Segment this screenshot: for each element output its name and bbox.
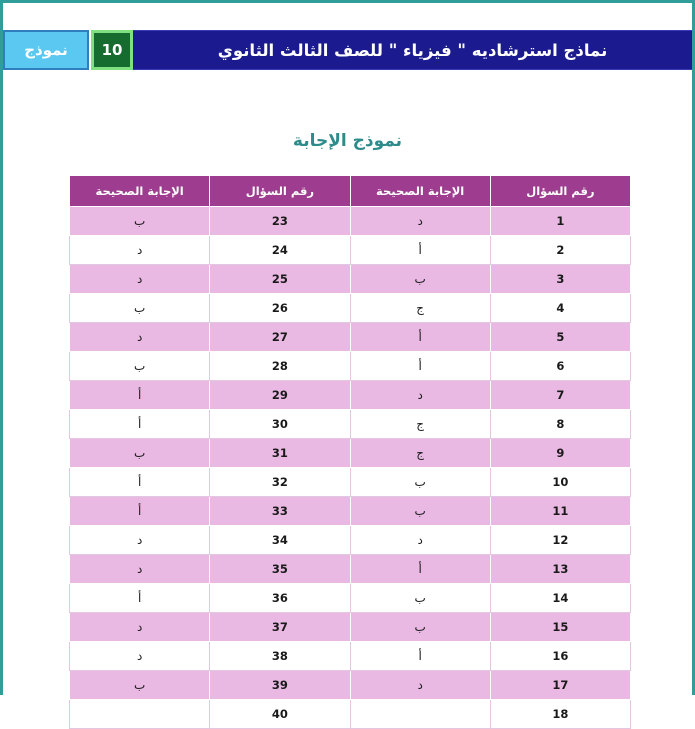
cell-question-right: 2: [490, 236, 630, 265]
cell-answer-right: ج: [350, 439, 490, 468]
column-header-question-left: رقم السؤال: [210, 176, 350, 207]
cell-answer-right: د: [350, 381, 490, 410]
table-row: [70, 381, 631, 410]
cell-question-left: 29: [210, 381, 350, 410]
column-header-answer-right: الإجابة الصحيحة: [350, 176, 490, 207]
page-title: نموذج الإجابة: [292, 131, 403, 151]
header-band: [3, 30, 692, 70]
cell-answer-right: د: [350, 207, 490, 236]
cell-answer-left: أ: [70, 584, 210, 613]
cell-question-right: 6: [490, 352, 630, 381]
cell-question-right: 15: [490, 613, 630, 642]
cell-question-right: 8: [490, 410, 630, 439]
cell-answer-left: أ: [70, 497, 210, 526]
cell-question-left: 24: [210, 236, 350, 265]
table-row: [70, 352, 631, 381]
cell-question-right: 10: [490, 468, 630, 497]
cell-question-right: 11: [490, 497, 630, 526]
cell-answer-right: أ: [350, 236, 490, 265]
table-row: [70, 265, 631, 294]
cell-answer-left: ب: [70, 671, 210, 700]
table-row: [70, 700, 631, 729]
cell-answer-left: أ: [70, 468, 210, 497]
column-header-question-right: رقم السؤال: [490, 176, 630, 207]
cell-answer-right: ج: [350, 410, 490, 439]
cell-answer-right: أ: [350, 642, 490, 671]
cell-question-left: 36: [210, 584, 350, 613]
cell-question-right: 5: [490, 323, 630, 352]
table-row: [70, 207, 631, 236]
cell-answer-left: ب: [70, 207, 210, 236]
cell-answer-left: د: [70, 323, 210, 352]
cell-answer-right: د: [350, 671, 490, 700]
cell-question-left: 39: [210, 671, 350, 700]
cell-question-left: 25: [210, 265, 350, 294]
cell-question-left: 32: [210, 468, 350, 497]
table-row: [70, 294, 631, 323]
cell-question-right: 18: [490, 700, 630, 729]
table-row: [70, 555, 631, 584]
table-row: [70, 584, 631, 613]
header-model-number: 10: [91, 30, 133, 70]
cell-question-left: 34: [210, 526, 350, 555]
cell-answer-right: ب: [350, 584, 490, 613]
cell-answer-left: د: [70, 526, 210, 555]
cell-answer-right: أ: [350, 323, 490, 352]
cell-answer-right: ب: [350, 468, 490, 497]
cell-answer-left: ب: [70, 294, 210, 323]
cell-answer-left: د: [70, 613, 210, 642]
cell-answer-left: د: [70, 555, 210, 584]
cell-question-right: 3: [490, 265, 630, 294]
cell-answer-right: ب: [350, 613, 490, 642]
header-title: نماذج استرشاديه " فيزياء " للصف الثالث الثانوي: [133, 30, 692, 70]
cell-answer-right: ب: [350, 497, 490, 526]
cell-answer-right: ب: [350, 265, 490, 294]
cell-question-right: 7: [490, 381, 630, 410]
cell-question-right: 17: [490, 671, 630, 700]
cell-answer-left: [70, 700, 210, 729]
table-row: [70, 642, 631, 671]
cell-question-right: 16: [490, 642, 630, 671]
cell-answer-right: ج: [350, 294, 490, 323]
cell-question-right: 1: [490, 207, 630, 236]
cell-answer-right: أ: [350, 555, 490, 584]
table-row: [70, 613, 631, 642]
cell-answer-left: د: [70, 642, 210, 671]
cell-question-left: 28: [210, 352, 350, 381]
cell-answer-right: أ: [350, 352, 490, 381]
cell-question-left: 23: [210, 207, 350, 236]
cell-answer-left: أ: [70, 381, 210, 410]
cell-answer-right: د: [350, 526, 490, 555]
cell-question-left: 26: [210, 294, 350, 323]
table-row: [70, 439, 631, 468]
table-row: [70, 323, 631, 352]
cell-question-left: 35: [210, 555, 350, 584]
cell-question-right: 4: [490, 294, 630, 323]
table-header-row: [70, 176, 631, 207]
cell-answer-left: د: [70, 236, 210, 265]
table-row: [70, 526, 631, 555]
table-row: [70, 497, 631, 526]
cell-answer-left: د: [70, 265, 210, 294]
table-row: [70, 468, 631, 497]
cell-answer-right: [350, 700, 490, 729]
cell-answer-left: ب: [70, 439, 210, 468]
cell-question-left: 38: [210, 642, 350, 671]
cell-question-right: 13: [490, 555, 630, 584]
cell-answer-left: ب: [70, 352, 210, 381]
cell-question-right: 12: [490, 526, 630, 555]
header-model-label: نموذج: [3, 30, 89, 70]
table-header: [70, 176, 631, 207]
cell-answer-left: أ: [70, 410, 210, 439]
cell-question-right: 9: [490, 439, 630, 468]
table-row: [70, 410, 631, 439]
column-header-answer-left: الإجابة الصحيحة: [70, 176, 210, 207]
cell-question-left: 33: [210, 497, 350, 526]
table-row: [70, 236, 631, 265]
cell-question-right: 14: [490, 584, 630, 613]
cell-question-left: 37: [210, 613, 350, 642]
cell-question-left: 27: [210, 323, 350, 352]
answer-key-table: [69, 175, 631, 729]
cell-question-left: 31: [210, 439, 350, 468]
answer-key-table-container: [69, 175, 631, 729]
table-body: [70, 207, 631, 729]
cell-question-left: 30: [210, 410, 350, 439]
cell-question-left: 40: [210, 700, 350, 729]
table-row: [70, 671, 631, 700]
